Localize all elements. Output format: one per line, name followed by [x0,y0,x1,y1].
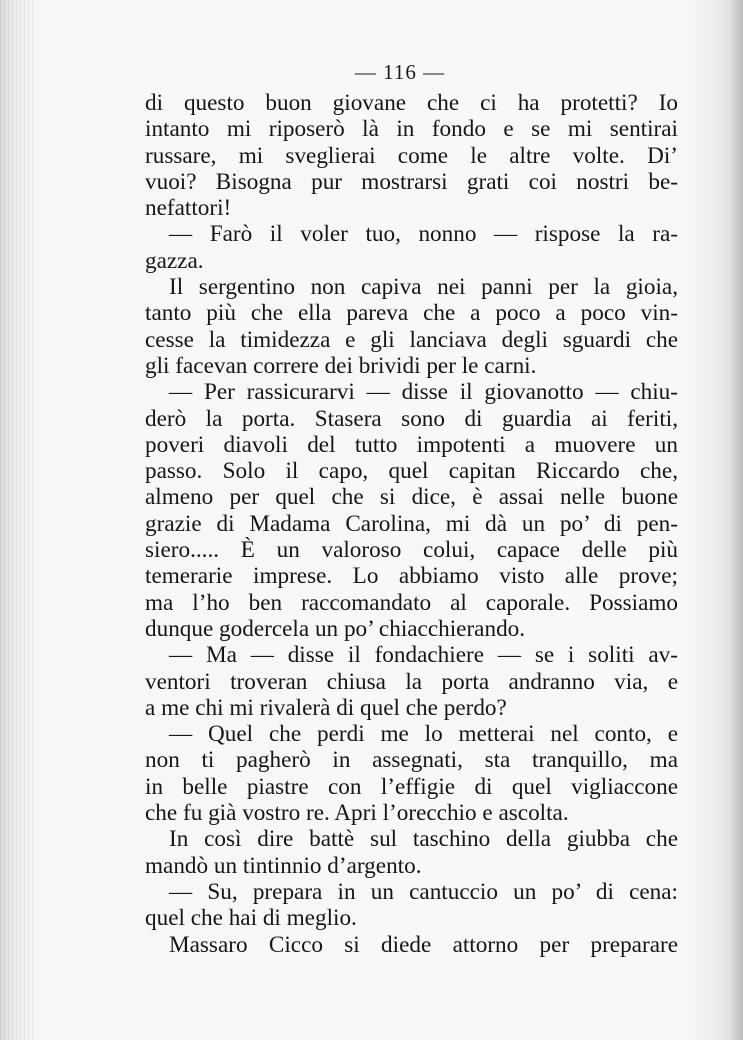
text-line: non ti pagherò in assegnati, sta tranquillo, ma [145,747,678,774]
text-line: ma l’ho ben raccomandato al caporale. Possiamo [145,589,678,616]
text-line: dunque godercela un po’ chiacchierando. [145,615,526,642]
text-line: quel che hai di meglio. [145,905,357,932]
text-line: — Per rassicurarvi — disse il giovanotto — chiu- [169,379,678,406]
text-line: In così dire battè sul taschino della giubba che [169,826,678,853]
text-line: mandò un tintinnio d’argento. [145,852,422,879]
text-line: passo. Solo il capo, quel capitan Riccardo che, [145,458,678,485]
text-line: a me chi mi rivalerà di quel che perdo? [145,694,507,721]
text-line: siero..... È un valoroso colui, capace delle più [145,537,678,564]
text-line: gli facevan correre dei brividi per le carni. [145,352,537,379]
body-text [145,90,678,958]
text-line: che fu già vostro re. Apri l’orecchio e ascolta. [145,800,569,827]
text-line: — Ma — disse il fondachiere — se i soliti av- [169,642,678,669]
text-line: gazza. [145,247,204,274]
text-line: tanto più che ella pareva che a poco a poco vin- [145,300,678,327]
text-line: nefattori! [145,195,232,222]
text-line: — Quel che perdi me lo metterai nel conto, e [169,721,678,748]
text-line: cesse la timidezza e gli lanciava degli sguardi che [145,326,678,353]
text-line: derò la porta. Stasera sono di guardia ai feriti, [145,405,678,432]
text-line: poveri diavoli del tutto impotenti a muovere un [145,431,678,458]
page-edge-shadow [729,0,743,1040]
text-line: russare, mi sveglierai come le altre volte. Di’ [145,142,678,169]
text-line: temerarie imprese. Lo abbiamo visto alle prove; [145,563,678,590]
text-line: — Farò il voler tuo, nonno — rispose la ra- [169,221,678,248]
text-line: Il sergentino non capiva nei panni per la gioia, [169,274,678,301]
text-line: Massaro Cicco si diede attorno per preparare [169,931,678,958]
book-gutter [0,0,34,1040]
text-line: in belle piastre con l’effigie di quel vigliaccone [145,773,678,800]
text-line: — Su, prepara in un cantuccio un po’ di cena: [169,878,678,905]
page-number: — 116 — [354,60,446,84]
text-line: di questo buon giovane che ci ha protetti? Io [145,90,678,116]
text-line: almeno per quel che si dice, è assai nelle buone [145,484,678,511]
text-line: grazie di Madama Carolina, mi dà un po’ di pen- [145,510,678,537]
text-line: intanto mi riposerò là in fondo e se mi sentirai [145,116,678,143]
text-line: ventori troveran chiusa la porta andranno via, e [145,668,678,695]
text-line: vuoi? Bisogna pur mostrarsi grati coi nostri be- [145,168,678,195]
